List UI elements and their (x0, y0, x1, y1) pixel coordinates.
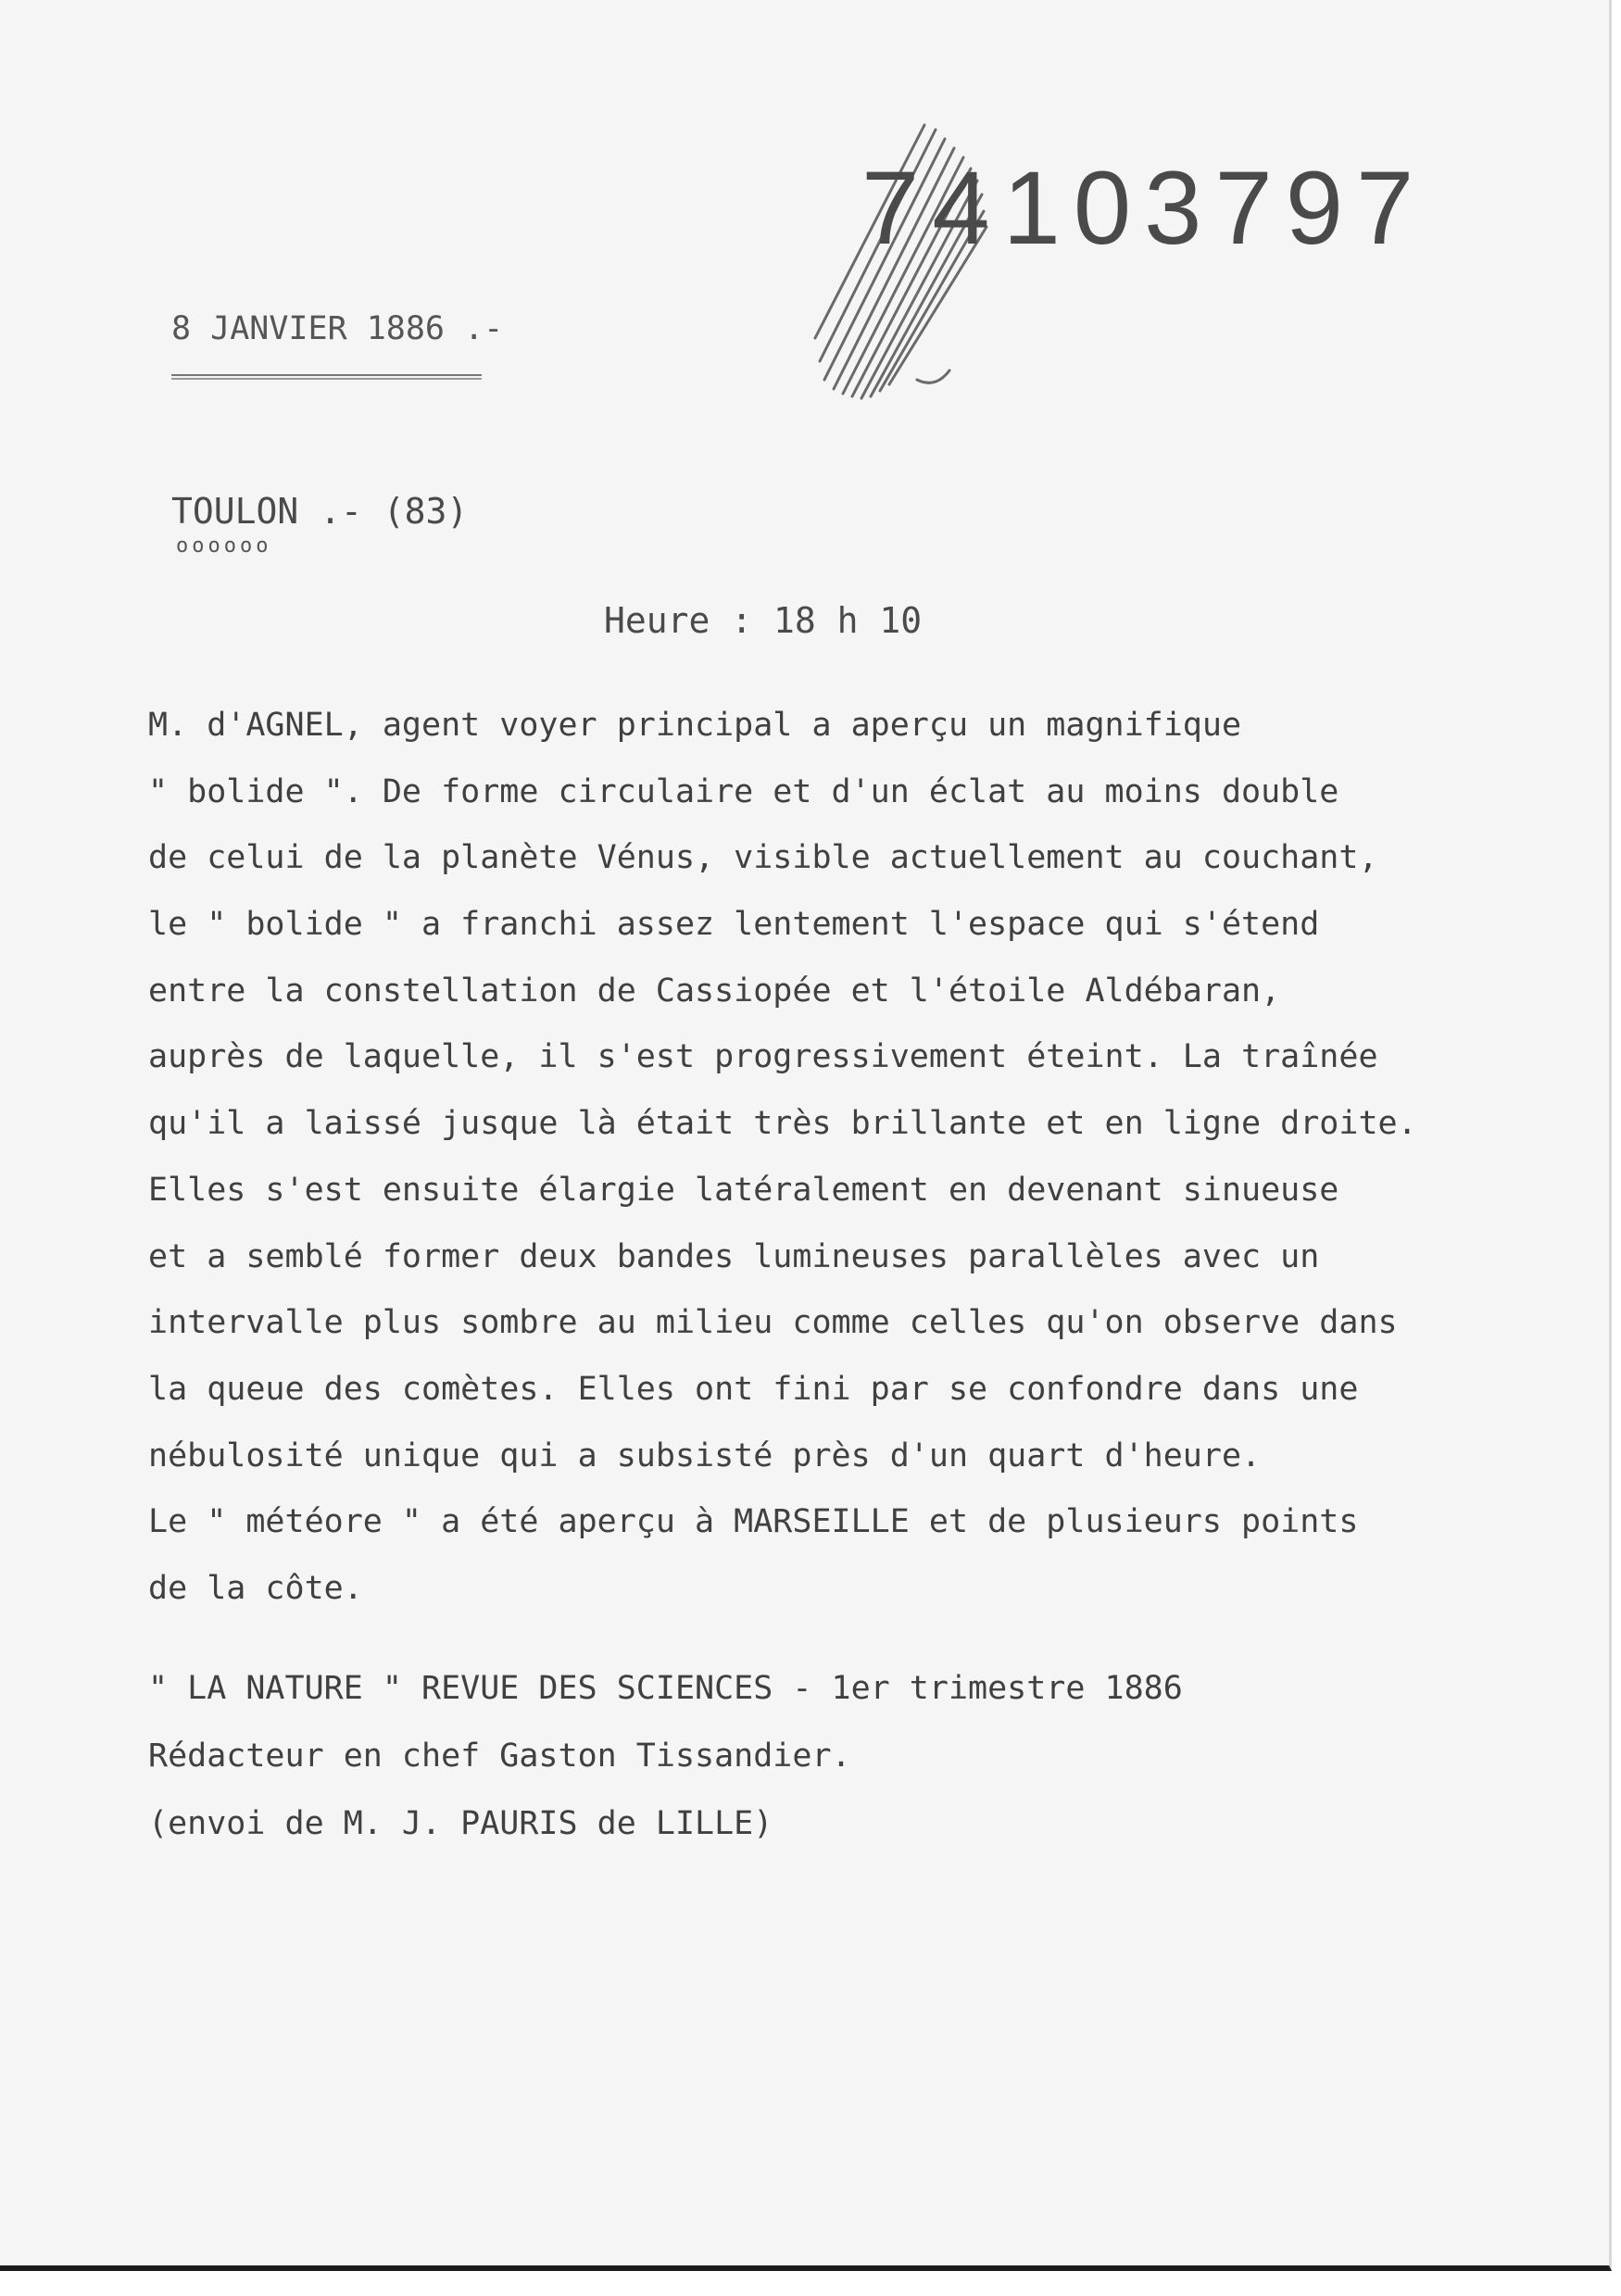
observation-time: Heure : 18 h 10 (604, 600, 923, 641)
date-underline (171, 374, 482, 380)
document-date: 8 JANVIER 1886 .- (171, 310, 504, 347)
body-line: Le " météore " a été aperçu à MARSEILLE et de plusieurs points (148, 1503, 1359, 1541)
body-line: de celui de la planète Vénus, visible actuellement au couchant, (148, 839, 1378, 877)
body-line: la queue des comètes. Elles ont fini par se confondre dans une (148, 1370, 1359, 1408)
body-line: de la côte. (148, 1569, 363, 1607)
source-editor: Rédacteur en chef Gaston Tissandier. (148, 1738, 851, 1775)
source-sender: (envoi de M. J. PAURIS de LILLE) (148, 1805, 773, 1842)
location-underline: oooooo (176, 534, 272, 558)
body-line: et a semblé former deux bandes lumineuses parallèles avec un (148, 1237, 1320, 1275)
source-publication: " LA NATURE " REVUE DES SCIENCES - 1er trimestre 1886 (148, 1670, 1183, 1707)
body-line: nébulosité unique qui a subsisté près d'un quart d'heure. (148, 1437, 1262, 1474)
body-line: le " bolide " a franchi assez lentement l'espace qui s'étend (148, 906, 1320, 944)
body-line: M. d'AGNEL, agent voyer principal a aperçu un magnifique (148, 707, 1242, 744)
body-line: qu'il a laissé jusque là était très brillante et en ligne droite. (148, 1105, 1417, 1143)
source-references (148, 1655, 1538, 1858)
reference-number: 74103797 (861, 150, 1427, 266)
body-line: auprès de laquelle, il s'est progressivement éteint. La traînée (148, 1038, 1378, 1076)
body-line: entre la constellation de Cassiopée et l'étoile Aldébaran, (148, 972, 1281, 1010)
body-line: " bolide ". De forme circulaire et d'un éclat au moins double (148, 772, 1339, 810)
body-line: Elles s'est ensuite élargie latéralement en devenant sinueuse (148, 1171, 1339, 1209)
body-line: intervalle plus sombre au milieu comme celles qu'on observe dans (148, 1304, 1398, 1342)
reference-stamp (806, 102, 1491, 408)
location-heading: TOULON .- (83) (171, 491, 469, 532)
report-body (148, 693, 1575, 1623)
